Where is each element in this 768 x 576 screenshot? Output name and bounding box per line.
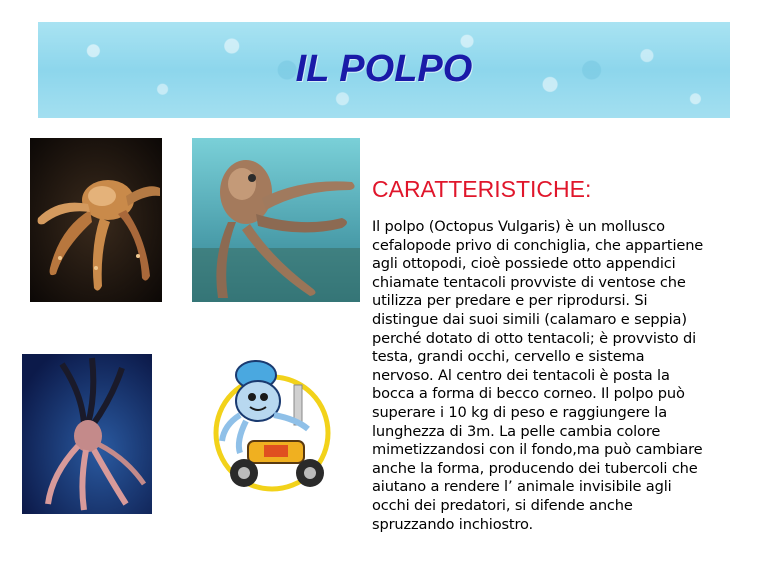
description-line: occhi dei predatori, si difende anche [372, 496, 633, 514]
description-line: testa, grandi occhi, cervello e sistema [372, 348, 645, 366]
title-banner [38, 22, 730, 118]
octopus-photo-underwater [192, 138, 360, 302]
description-line: bocca a forma di becco corneo. Il polpo può [372, 385, 685, 403]
description-line: mimetizzandosi con il fondo,ma può cambiare [372, 441, 703, 459]
description-line: lunghezza di 3m. La pelle cambia colore [372, 422, 661, 440]
description-line: perché dotato di otto tentacoli; è provvisto di [372, 329, 697, 347]
description-line: spruzzando inchiostro. [372, 515, 534, 533]
description-line: superare i 10 kg di peso e raggiungere la [372, 403, 667, 421]
description-line: Il polpo (Octopus Vulgaris) è un mollusco [372, 218, 665, 235]
octopus-photo-blue [22, 354, 152, 514]
description-line: cefalopode privo di conchiglia, che appartiene [372, 236, 704, 254]
description-line: utilizza per predare e per riprodursi. Si [372, 292, 648, 310]
cartoon-octopus-motorbike [210, 345, 340, 517]
description-line: aiutano a rendere l’ animale invisibile agli [372, 478, 672, 496]
section-heading: CARATTERISTICHE: [372, 176, 592, 202]
description-line: agli ottopodi, cioè possiede otto appendici [372, 255, 676, 273]
description-line: anche la forma, producendo dei tubercoli che [372, 459, 698, 477]
slide-title: IL POLPO [295, 48, 473, 90]
description-line: chiamate tentacoli provviste di ventose che [372, 273, 686, 291]
description-line: distingue dai suoi simili (calamaro e seppia) [372, 310, 687, 328]
description-line: nervoso. Al centro dei tentacoli è posta la [372, 366, 670, 384]
description-paragraph [372, 218, 752, 534]
octopus-photo-dark [30, 138, 162, 302]
